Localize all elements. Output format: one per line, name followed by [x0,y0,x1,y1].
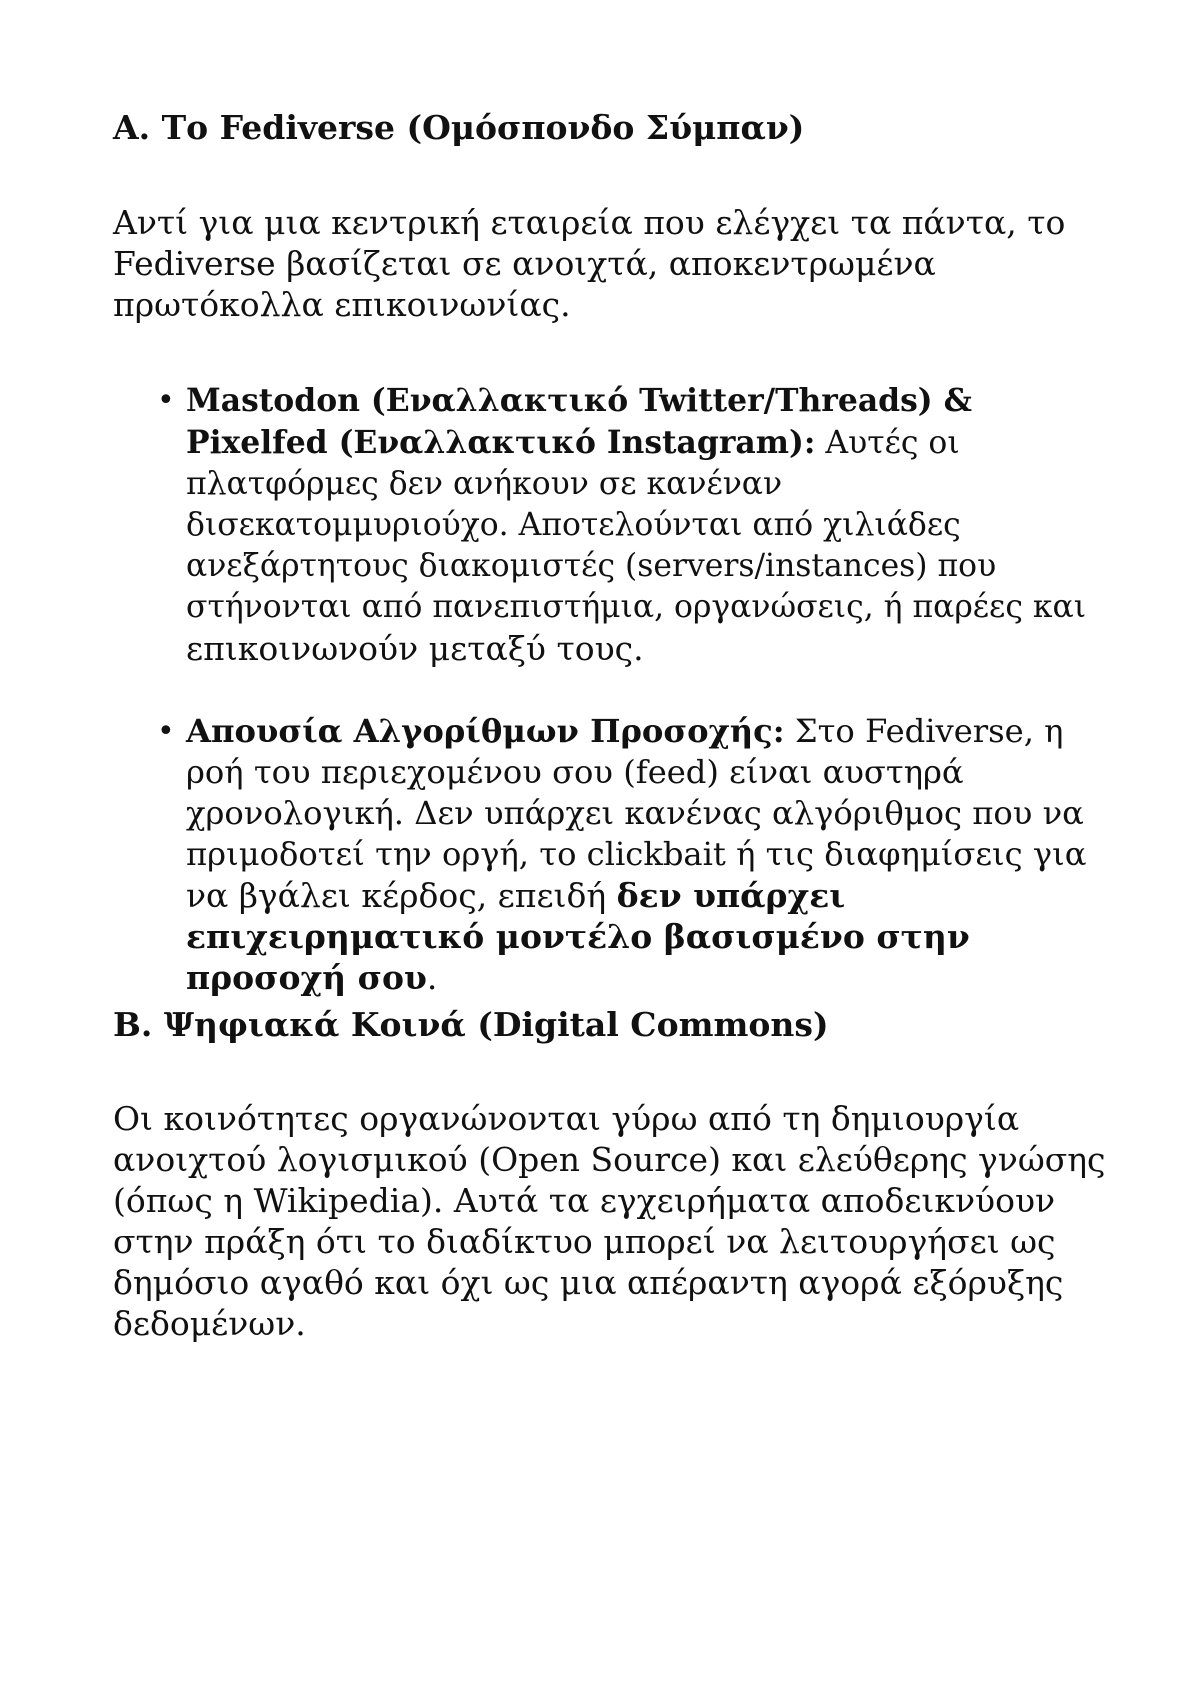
bullet-bold-text: Pixelfed (Εναλλακτικό Instagram): [186,424,816,461]
bullet-plain-text: να βγάλει κέρδος, επειδή [186,876,617,915]
bullet-text [186,380,1086,669]
bullet-line: πλατφόρμες δεν ανήκουν σε κανέναν [186,466,783,502]
bullet-bold-text: Απουσία Αλγορίθμων Προσοχής: [186,712,785,750]
body-line: ανοιχτού λογισμικού (Open Source) και ελεύθερης γνώσης [113,1140,1106,1179]
bullet-bold-text: Mastodon (Εναλλακτικό Twitter/Threads) & [186,382,972,419]
bullet-plain-text: . [426,958,438,997]
bullet-marker: • [157,383,175,418]
section-a-heading: A. Το Fediverse (Ομόσπονδο Σύμπαν) [113,108,805,147]
bullet-line: ανεξάρτητους διακομιστές (servers/instances) που [186,548,997,584]
intro-line: Αντί για μια κεντρική εταιρεία που ελέγχει τα πάντα, το [113,203,1066,242]
bullet-bold-text: δεν υπάρχει [616,876,846,915]
bullet-plain-text: Στο Fediverse, η [784,712,1064,750]
bullet-marker: • [157,714,175,749]
bullet-line: επικοινωνούν μεταξύ τους. [186,629,644,668]
body-line: στην πράξη ότι το διαδίκτυο μπορεί να λειτουργήσει ως [113,1222,1056,1261]
section-b-body [113,1098,1113,1344]
bullet-bold-text: προσοχή σου [186,958,427,997]
intro-line: Fediverse βασίζεται σε ανοιχτά, αποκεντρωμένα [113,244,936,283]
bullet-plain-text: Αυτές οι [815,425,960,461]
bullet-line: δισεκατομμυριούχο. Αποτελούνται από χιλιάδες [186,507,961,543]
body-line: (όπως η Wikipedia). Αυτά τα εγχειρήματα αποδεικνύουν [113,1181,1056,1220]
bullet-text [186,711,1087,998]
bullet-line: ροή του περιεχομένου σου (feed) είναι αυστηρά [186,753,964,791]
section-a-intro [113,202,1113,325]
bullet-bold-text: επιχειρηματικό μοντέλο βασισμένο στην [186,917,970,956]
section-b-heading: B. Ψηφιακά Κοινά (Digital Commons) [113,1005,829,1044]
body-line: δεδομένων. [113,1304,306,1343]
body-line: δημόσιο αγαθό και όχι ως μια απέραντη αγορά εξόρυξης [113,1263,1064,1302]
bullet-line: πριμοδοτεί την οργή, το clickbait ή τις διαφημίσεις για [186,835,1087,873]
intro-line: πρωτόκολλα επικοινωνίας. [113,285,571,324]
bullet-line: στήνονται από πανεπιστήμια, οργανώσεις, ή παρέες και [186,589,1087,625]
bullet-line: χρονολογική. Δεν υπάρχει κανένας αλγόριθμος που να [186,794,1084,832]
body-line: Οι κοινότητες οργανώνονται γύρω από τη δημιουργία [113,1099,1020,1138]
